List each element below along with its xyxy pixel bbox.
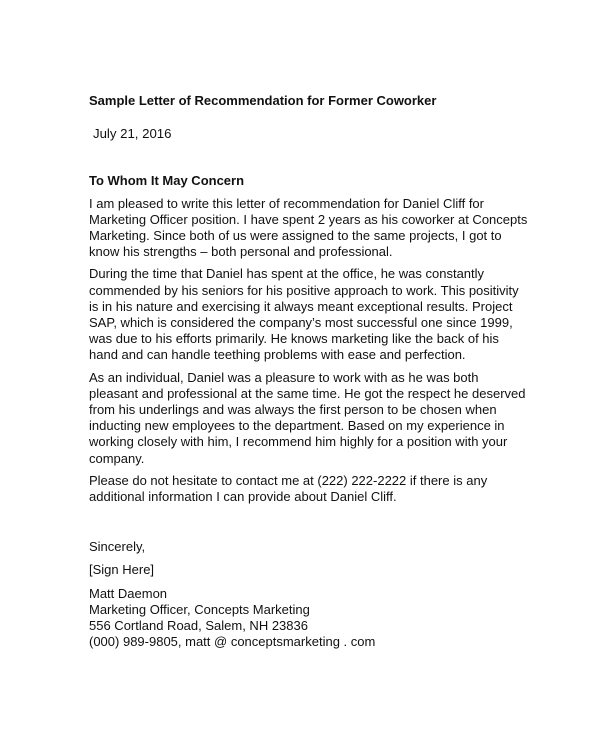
signer-name: Matt Daemon [89, 585, 168, 601]
paragraph-work-performance: During the time that Daniel has spent at the office, he was constantly commended by his seniors for his positive approach to work. This positivity is in his nature and exercising it always meant exceptional results. Project SAP, which is considered the company’s most successful one since 1999, was due to his efforts primarily. He knows marketing like the back of his hand and can handle teething problems with ease and perfection. [89, 266, 519, 363]
paragraph-contact: Please do not hesitate to contact me at (222) 222-2222 if there is any additional information I can provide about Daniel Cliff. [89, 472, 488, 505]
letter-body [89, 93, 529, 650]
signer-position: Marketing Officer, Concepts Marketing [89, 601, 310, 617]
paragraph-intro: I am pleased to write this letter of recommendation for Daniel Cliff for Marketing Officer position. I have spent 2 years as his coworker at Concepts Marketing. Since both of us were assigned to the same projects, I got to know his strengths – both personal and professional. [89, 195, 528, 260]
letter-closing: Sincerely, [89, 539, 146, 555]
letter-title: Sample Letter of Recommendation for Former Coworker [89, 93, 437, 108]
signer-address: 556 Cortland Road, Salem, NH 23836 [89, 618, 308, 634]
paragraph-personal-qualities: As an individual, Daniel was a pleasure to work with as he was both pleasant and professional at the same time. He got the respect he deserved from his underlings and was always the first person to be chosen when inducting new employees to the department. Based on my experience in working closely with him, I recommend him highly for a position with your company. [89, 369, 526, 466]
sign-here-placeholder: [Sign Here] [89, 562, 155, 578]
letter-date: July 21, 2016 [93, 126, 172, 142]
letter-salutation: To Whom It May Concern [89, 173, 245, 189]
signer-contact: (000) 989-9805, matt @ conceptsmarketing . com [89, 634, 376, 650]
signature-block [89, 586, 529, 651]
